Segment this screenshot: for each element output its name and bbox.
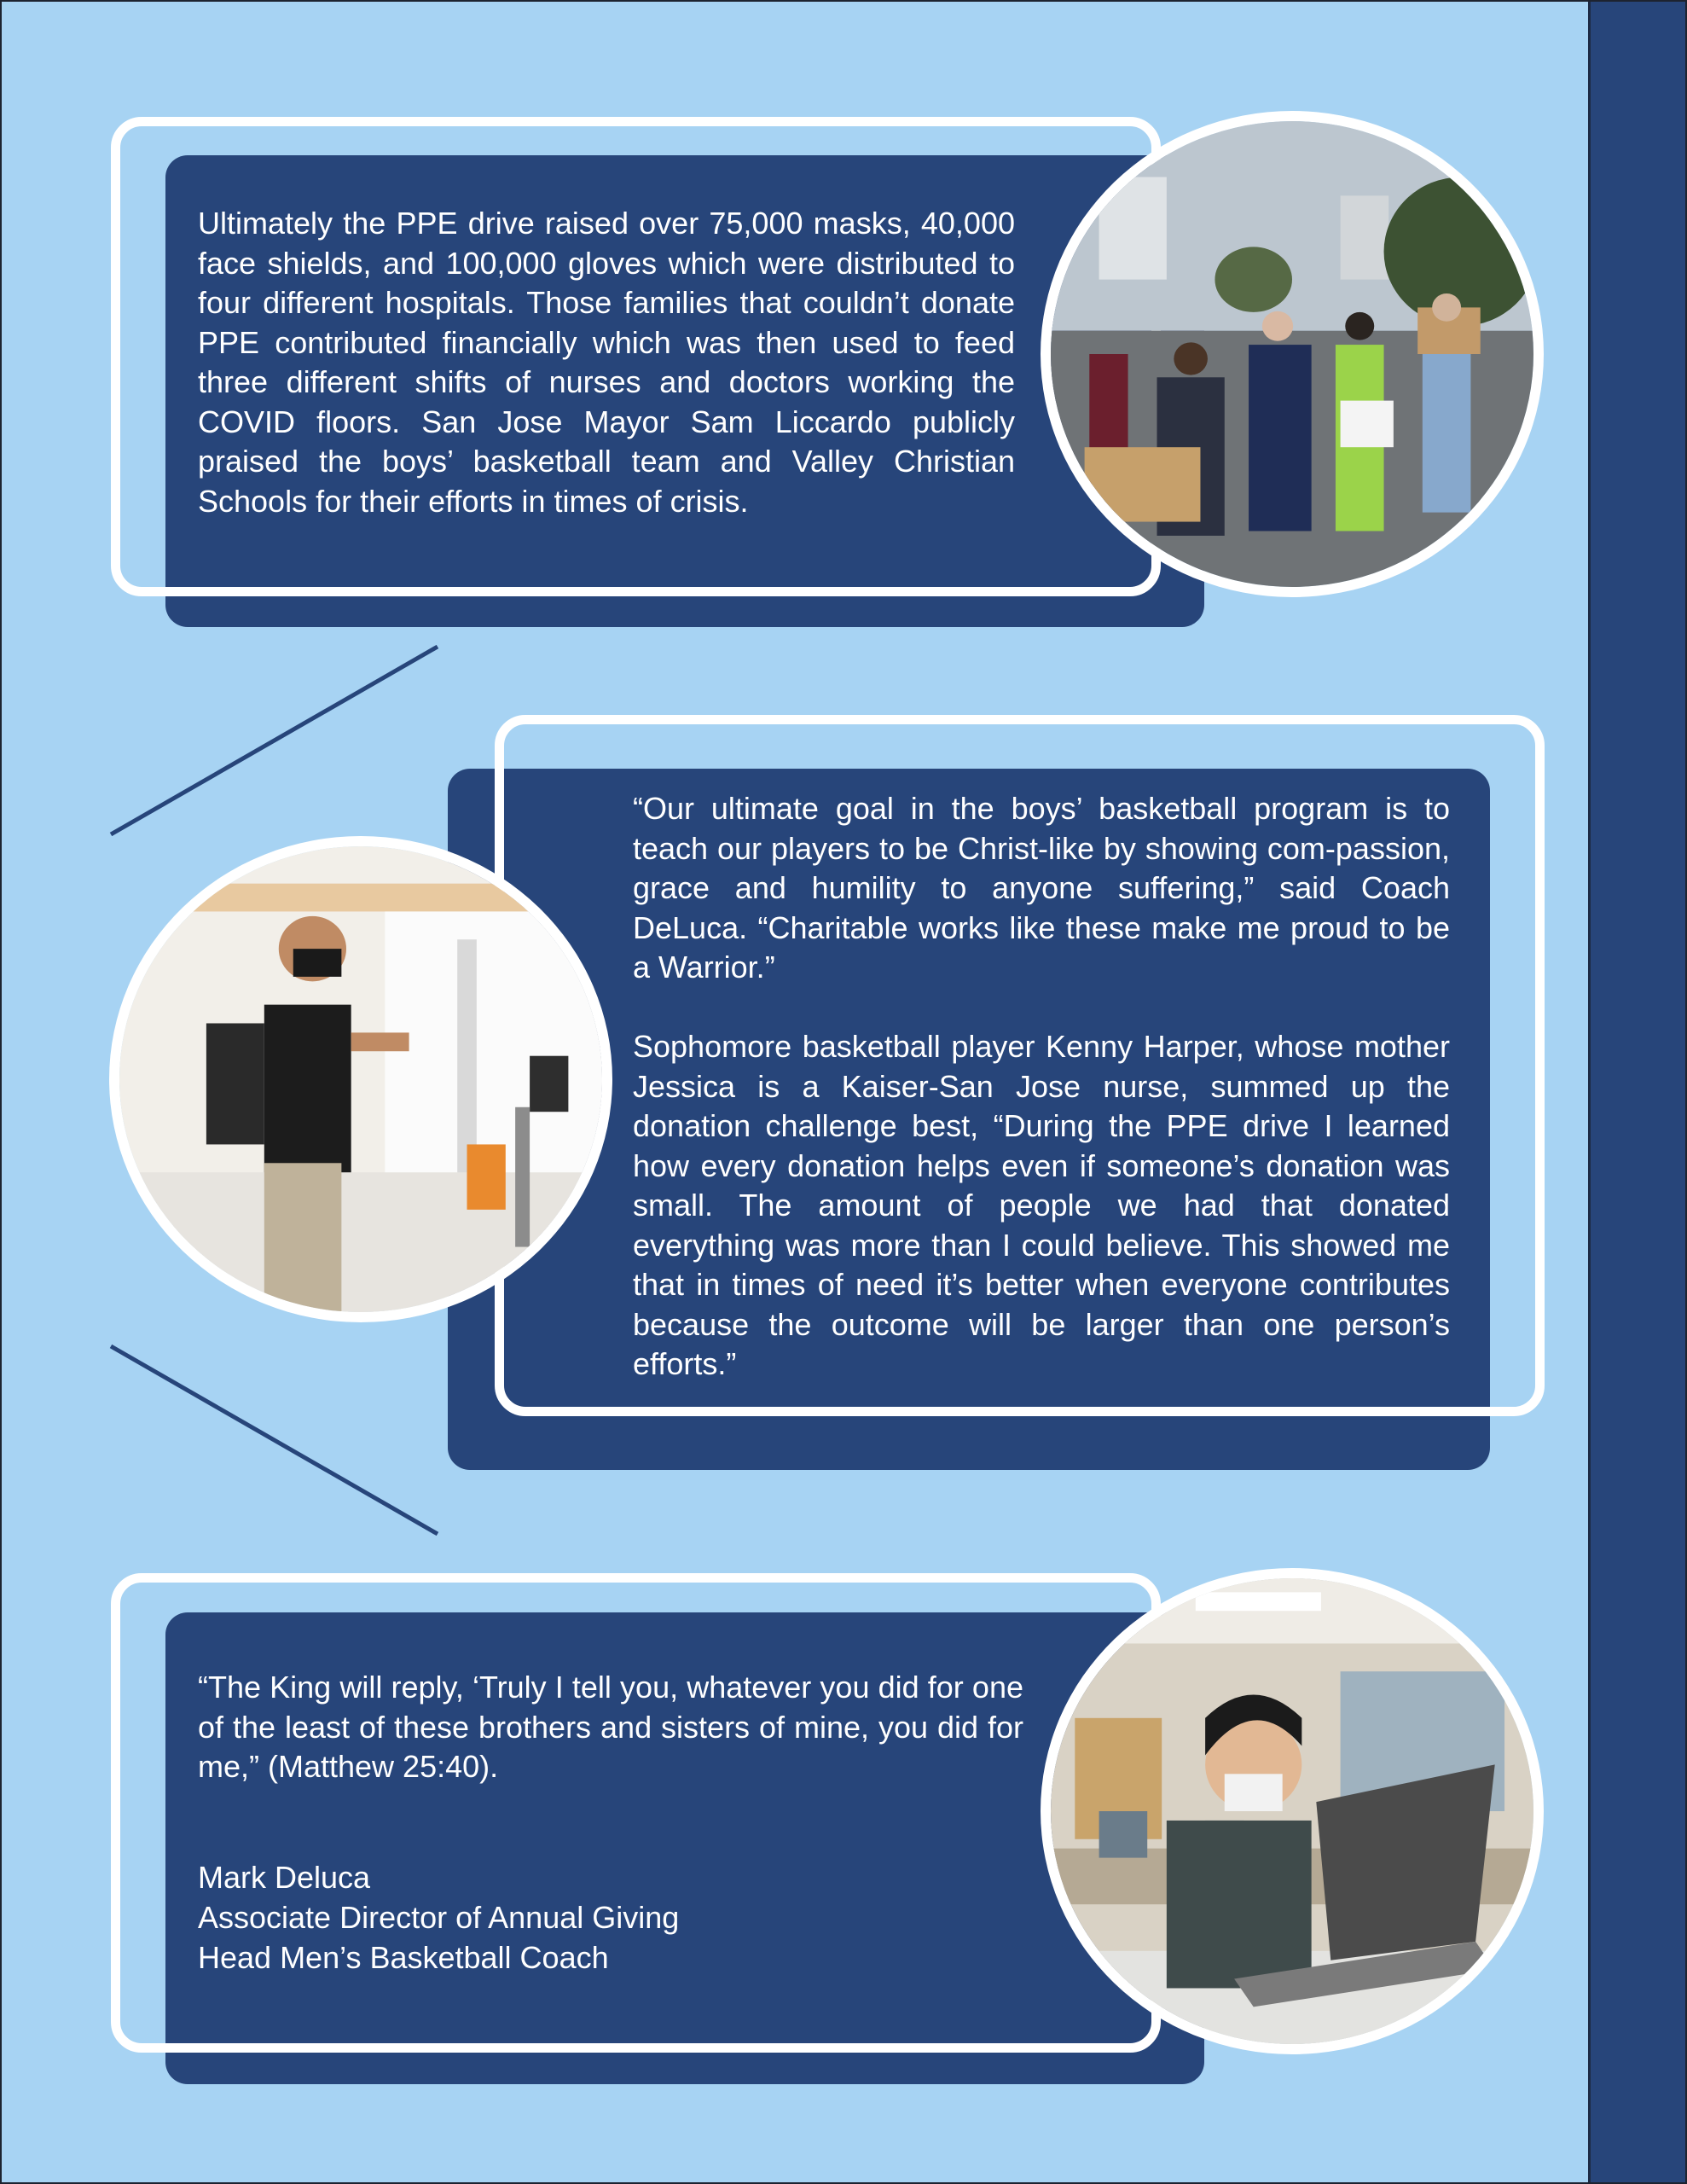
signature-name: Mark Deluca xyxy=(198,1860,371,1895)
section2-story: Sophomore basketball player Kenny Harper, whose mother Jessica is a Kaiser-San Jose nurse, summed up the donation challenge best, “During the PPE drive I learned how every donation helps even if someone’s donation was small. The amount of people we had that donated everything was more than I could believe. This showed me that in times of need it’s better when everyone contributes because the outcome will be larger than one person’s efforts.” xyxy=(633,1029,1450,1381)
section3-verse: “The King will reply, ‘Truly I tell you, whatever you did for one of the least of these brothers and sisters of mine, you did for me,” (Matthew 25:40). xyxy=(198,1670,1023,1784)
classroom-laptop-photo xyxy=(1041,1568,1544,2054)
signature-title-2: Head Men’s Basketball Coach xyxy=(198,1940,609,1975)
connector-line-top xyxy=(111,647,438,834)
ppe-donation-photo xyxy=(1041,111,1544,597)
section1-text: Ultimately the PPE drive raised over 75,000 masks, 40,000 face shields, and 100,000 gloves which were distributed to four different hospitals. Those families that couldn’t donate PPE contributed financially which was then used to feed three different shifts of nurses and doctors working the COVID floors. San Jose Mayor Sam Liccardo publicly praised the boys’ basketball team and Valley Christian Schools for their efforts in times of crisis. xyxy=(198,206,1015,519)
masked-student-photo xyxy=(109,836,612,1322)
section2-quote: “Our ultimate goal in the boys’ basketball program is to teach our players to be Christ-like by showing com-passion, grace and humility to anyone suffering,” said Coach DeLuca. “Charitable works like these make me proud to be a Warrior.” xyxy=(633,791,1450,985)
section3-outline xyxy=(111,1573,1161,2053)
connector-line-bottom xyxy=(111,1346,438,1534)
signature-title-1: Associate Director of Annual Giving xyxy=(198,1900,680,1935)
